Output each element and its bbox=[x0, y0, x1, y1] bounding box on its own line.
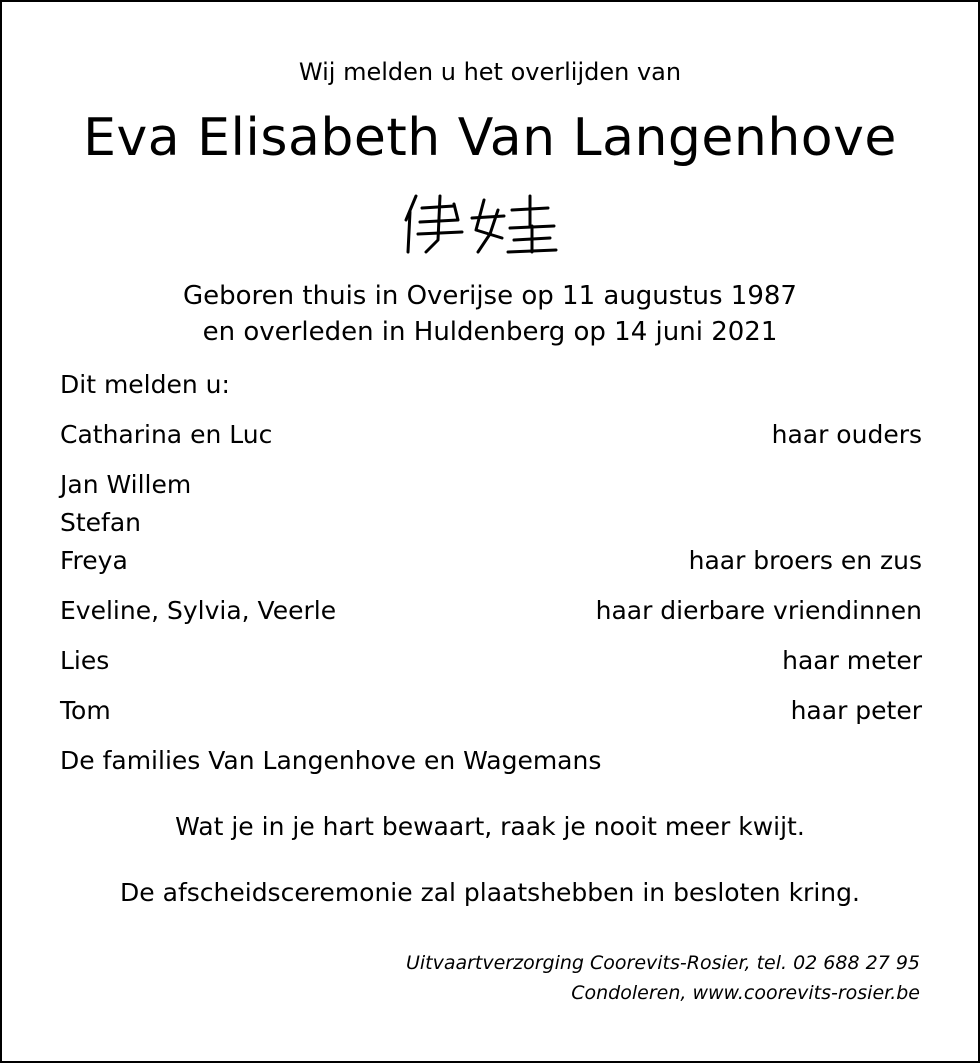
mourner-names: Eveline, Sylvia, Veerle bbox=[60, 596, 337, 625]
families-text: De families Van Langenhove en Wagemans bbox=[60, 746, 602, 775]
announcers-heading-text: Dit melden u: bbox=[60, 370, 230, 399]
mourner-names: Lies bbox=[60, 646, 110, 675]
mourner-relation: haar meter bbox=[782, 646, 922, 675]
mourner-relation: haar broers en zus bbox=[688, 546, 922, 575]
memorial-quote: Wat je in je hart bewaart, raak je nooit meer kwijt. bbox=[175, 812, 805, 841]
condolences-link[interactable]: Condoleren, www.coorevits-rosier.be bbox=[571, 982, 920, 1004]
mourner-relation: haar ouders bbox=[771, 420, 922, 449]
funeral-home-info: Uitvaartverzorging Coorevits-Rosier, tel. 02 688 27 95 bbox=[405, 952, 920, 974]
birth-line: Geboren thuis in Overijse op 11 augustus 1987 bbox=[183, 281, 797, 311]
birth-death-info bbox=[2, 278, 978, 350]
mourner-names: Tom bbox=[60, 696, 111, 725]
mourner-names: Catharina en Luc bbox=[60, 420, 273, 449]
mourner-relation: haar peter bbox=[790, 696, 922, 725]
death-line: en overleden in Huldenberg op 14 juni 2021 bbox=[202, 317, 778, 347]
mourner-names: Freya bbox=[60, 546, 128, 575]
intro-text: Wij melden u het overlijden van bbox=[298, 58, 682, 86]
mourner-names: Jan Willem bbox=[60, 470, 192, 499]
deceased-name: Eva Elisabeth Van Langenhove bbox=[83, 108, 897, 168]
ceremony-info: De afscheidsceremonie zal plaatshebben in besloten kring. bbox=[120, 878, 860, 907]
handwritten-signature bbox=[398, 190, 568, 260]
mourner-names: Stefan bbox=[60, 508, 142, 537]
mourner-relation: haar dierbare vriendinnen bbox=[595, 596, 922, 625]
